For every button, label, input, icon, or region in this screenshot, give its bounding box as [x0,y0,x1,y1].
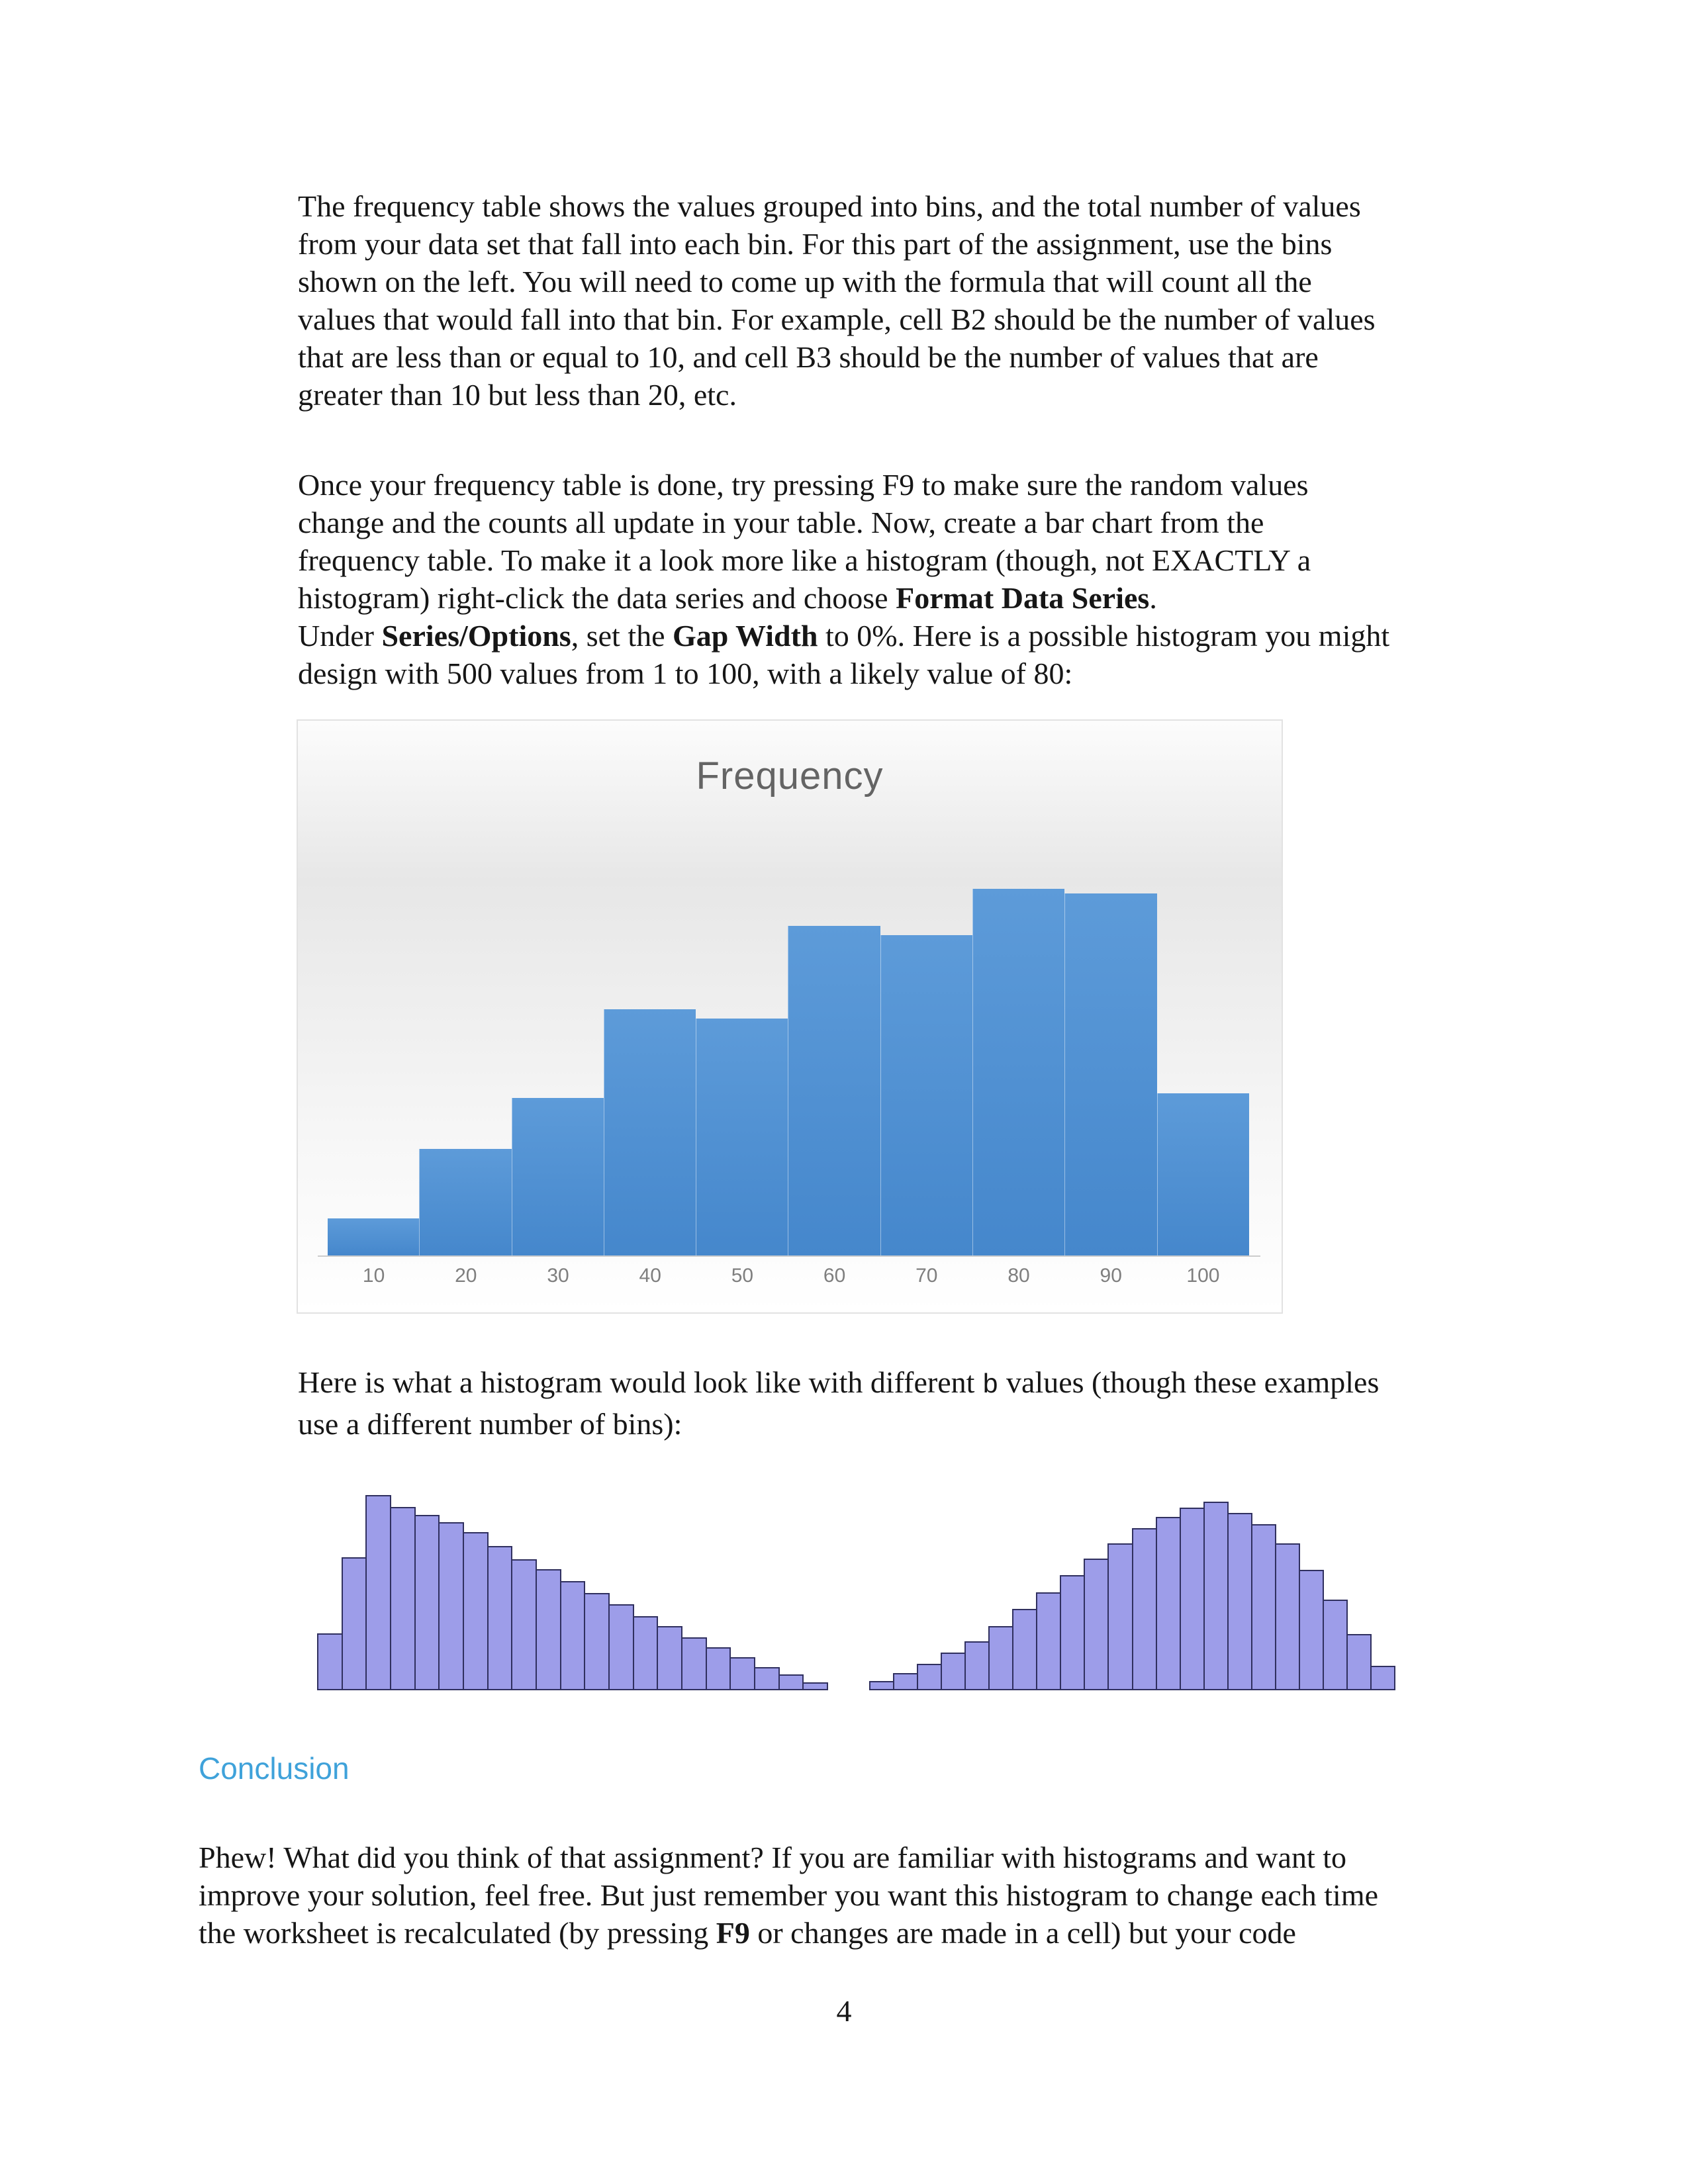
histogram-bar [1036,1592,1061,1690]
histogram-bar [893,1673,918,1690]
x-axis-tick-label: 70 [915,1265,938,1287]
histogram-bar [754,1667,780,1690]
histogram-bar [317,1633,343,1690]
frequency-bar [788,926,880,1255]
chart-title: Frequency [696,754,884,797]
histogram-left-skewed [869,1502,1395,1690]
x-axis-tick-label: 30 [547,1265,569,1287]
text-segment: , set the [571,619,673,653]
histogram-bar [1084,1559,1109,1691]
histogram-bar [536,1569,561,1690]
text-line [298,579,1389,617]
text-line: use a different number of bins): [298,1407,682,1441]
histogram-bar [1275,1543,1300,1690]
histogram-bar [511,1559,537,1690]
conclusion-heading: Conclusion [199,1751,350,1786]
x-axis-tick-label: 50 [731,1265,754,1287]
histogram-bar [487,1546,513,1690]
chart-plot-area [328,829,1249,1255]
x-axis-tick-label: 10 [362,1265,385,1287]
histogram-bar [1370,1666,1395,1690]
text-segment: Here is what a histogram would look like with different [298,1365,982,1399]
histogram-bar [1299,1570,1324,1690]
text-line: change and the counts all update in your table. Now, create a bar chart from the [298,506,1264,539]
frequency-bar [328,1218,419,1255]
text-segment: to 0%. Here is a possible histogram you might [818,619,1390,653]
histogram-bar [964,1641,990,1690]
histogram-bar [1012,1609,1037,1690]
histogram-bar [560,1581,586,1690]
mono-text: b [982,1371,999,1401]
frequency-bar [419,1149,511,1255]
histogram-right-skewed [317,1495,828,1690]
x-axis-line [318,1255,1260,1257]
text-line [298,1363,1379,1405]
bold-text: Gap Width [673,619,818,653]
frequency-chart [297,719,1283,1314]
histogram-bar [584,1593,610,1691]
histogram-bar [802,1682,828,1690]
histogram-bar [1180,1508,1205,1690]
bold-text: F9 [716,1916,750,1950]
histogram-bar [1323,1600,1348,1690]
histogram-bar [365,1495,391,1690]
histogram-bar [1203,1502,1229,1690]
text-line: The frequency table shows the values grouped into bins, and the total number of values [298,189,1361,223]
histogram-bar [988,1626,1013,1690]
histogram-bar [1060,1575,1085,1690]
histogram-bar [869,1681,894,1690]
bold-text: Format Data Series [896,581,1150,615]
frequency-bar [972,889,1064,1255]
histogram-bar [729,1657,755,1690]
histogram-bar [463,1532,489,1690]
histogram-bar [414,1515,440,1691]
histogram-bar [1251,1524,1276,1690]
x-axis-tick-label: 60 [823,1265,846,1287]
x-axis-tick-label: 100 [1186,1265,1220,1287]
text-segment: Under [298,619,382,653]
text-line: from your data set that fall into each bin. For this part of the assignment, use the bins [298,227,1333,261]
text-line: Once your frequency table is done, try pressing F9 to make sure the random values [298,468,1309,502]
frequency-bar [604,1009,696,1255]
text-line [199,1914,1378,1952]
x-axis-tick-label: 40 [639,1265,661,1287]
histogram-bar [706,1647,731,1690]
paragraph-histogram-examples [298,1363,1379,1443]
text-line: Phew! What did you think of that assignment? If you are familiar with histograms and want to [199,1841,1347,1874]
histogram-bar [657,1626,682,1690]
frequency-bar [880,935,972,1255]
frequency-bar [696,1019,788,1255]
text-segment: values (though these examples [998,1365,1380,1399]
frequency-bar [512,1098,604,1255]
histogram-bar [917,1664,942,1690]
text-line: that are less than or equal to 10, and cell B3 should be the number of values that are [298,340,1319,374]
histogram-bar [1346,1634,1372,1691]
histogram-bar [1132,1528,1157,1690]
histogram-bar [1227,1513,1252,1690]
paragraph-instructions [298,466,1389,692]
histogram-bar [778,1674,804,1690]
text-segment: . [1149,581,1157,615]
text-line: greater than 10 but less than 20, etc. [298,378,737,412]
bold-text: Series/Options [381,619,571,653]
histogram-bar [608,1604,634,1690]
histogram-bar [1156,1517,1181,1690]
text-line: values that would fall into that bin. For example, cell B2 should be the number of values [298,302,1376,336]
x-axis-tick-labels [328,1265,1249,1287]
histogram-bar [342,1557,367,1690]
x-axis-tick-label: 90 [1100,1265,1122,1287]
histogram-bar [438,1522,464,1690]
text-segment: histogram) right-click the data series and choose [298,581,896,615]
text-segment: the worksheet is recalculated (by pressing [199,1916,716,1950]
histogram-bar [633,1616,659,1690]
x-axis-tick-label: 20 [455,1265,477,1287]
text-line [298,617,1389,655]
text-line: shown on the left. You will need to come up with the formula that will count all the [298,265,1312,298]
histogram-bar [941,1653,966,1690]
histogram-bar [390,1507,416,1690]
text-line: improve your solution, feel free. But just remember you want this histogram to change each time [199,1878,1379,1912]
paragraph-conclusion [199,1839,1378,1952]
text-segment: or changes are made in a cell) but your code [749,1916,1296,1950]
frequency-bar [1157,1093,1249,1255]
text-line: design with 500 values from 1 to 100, with a likely value of 80: [298,657,1073,690]
frequency-bar [1064,893,1156,1255]
text-line: frequency table. To make it a look more like a histogram (though, not EXACTLY a [298,543,1311,577]
paragraph-frequency-table [298,187,1376,414]
page-number: 4 [836,1994,852,2028]
histogram-bar [681,1637,707,1690]
histogram-bar [1107,1543,1133,1690]
x-axis-tick-label: 80 [1008,1265,1030,1287]
